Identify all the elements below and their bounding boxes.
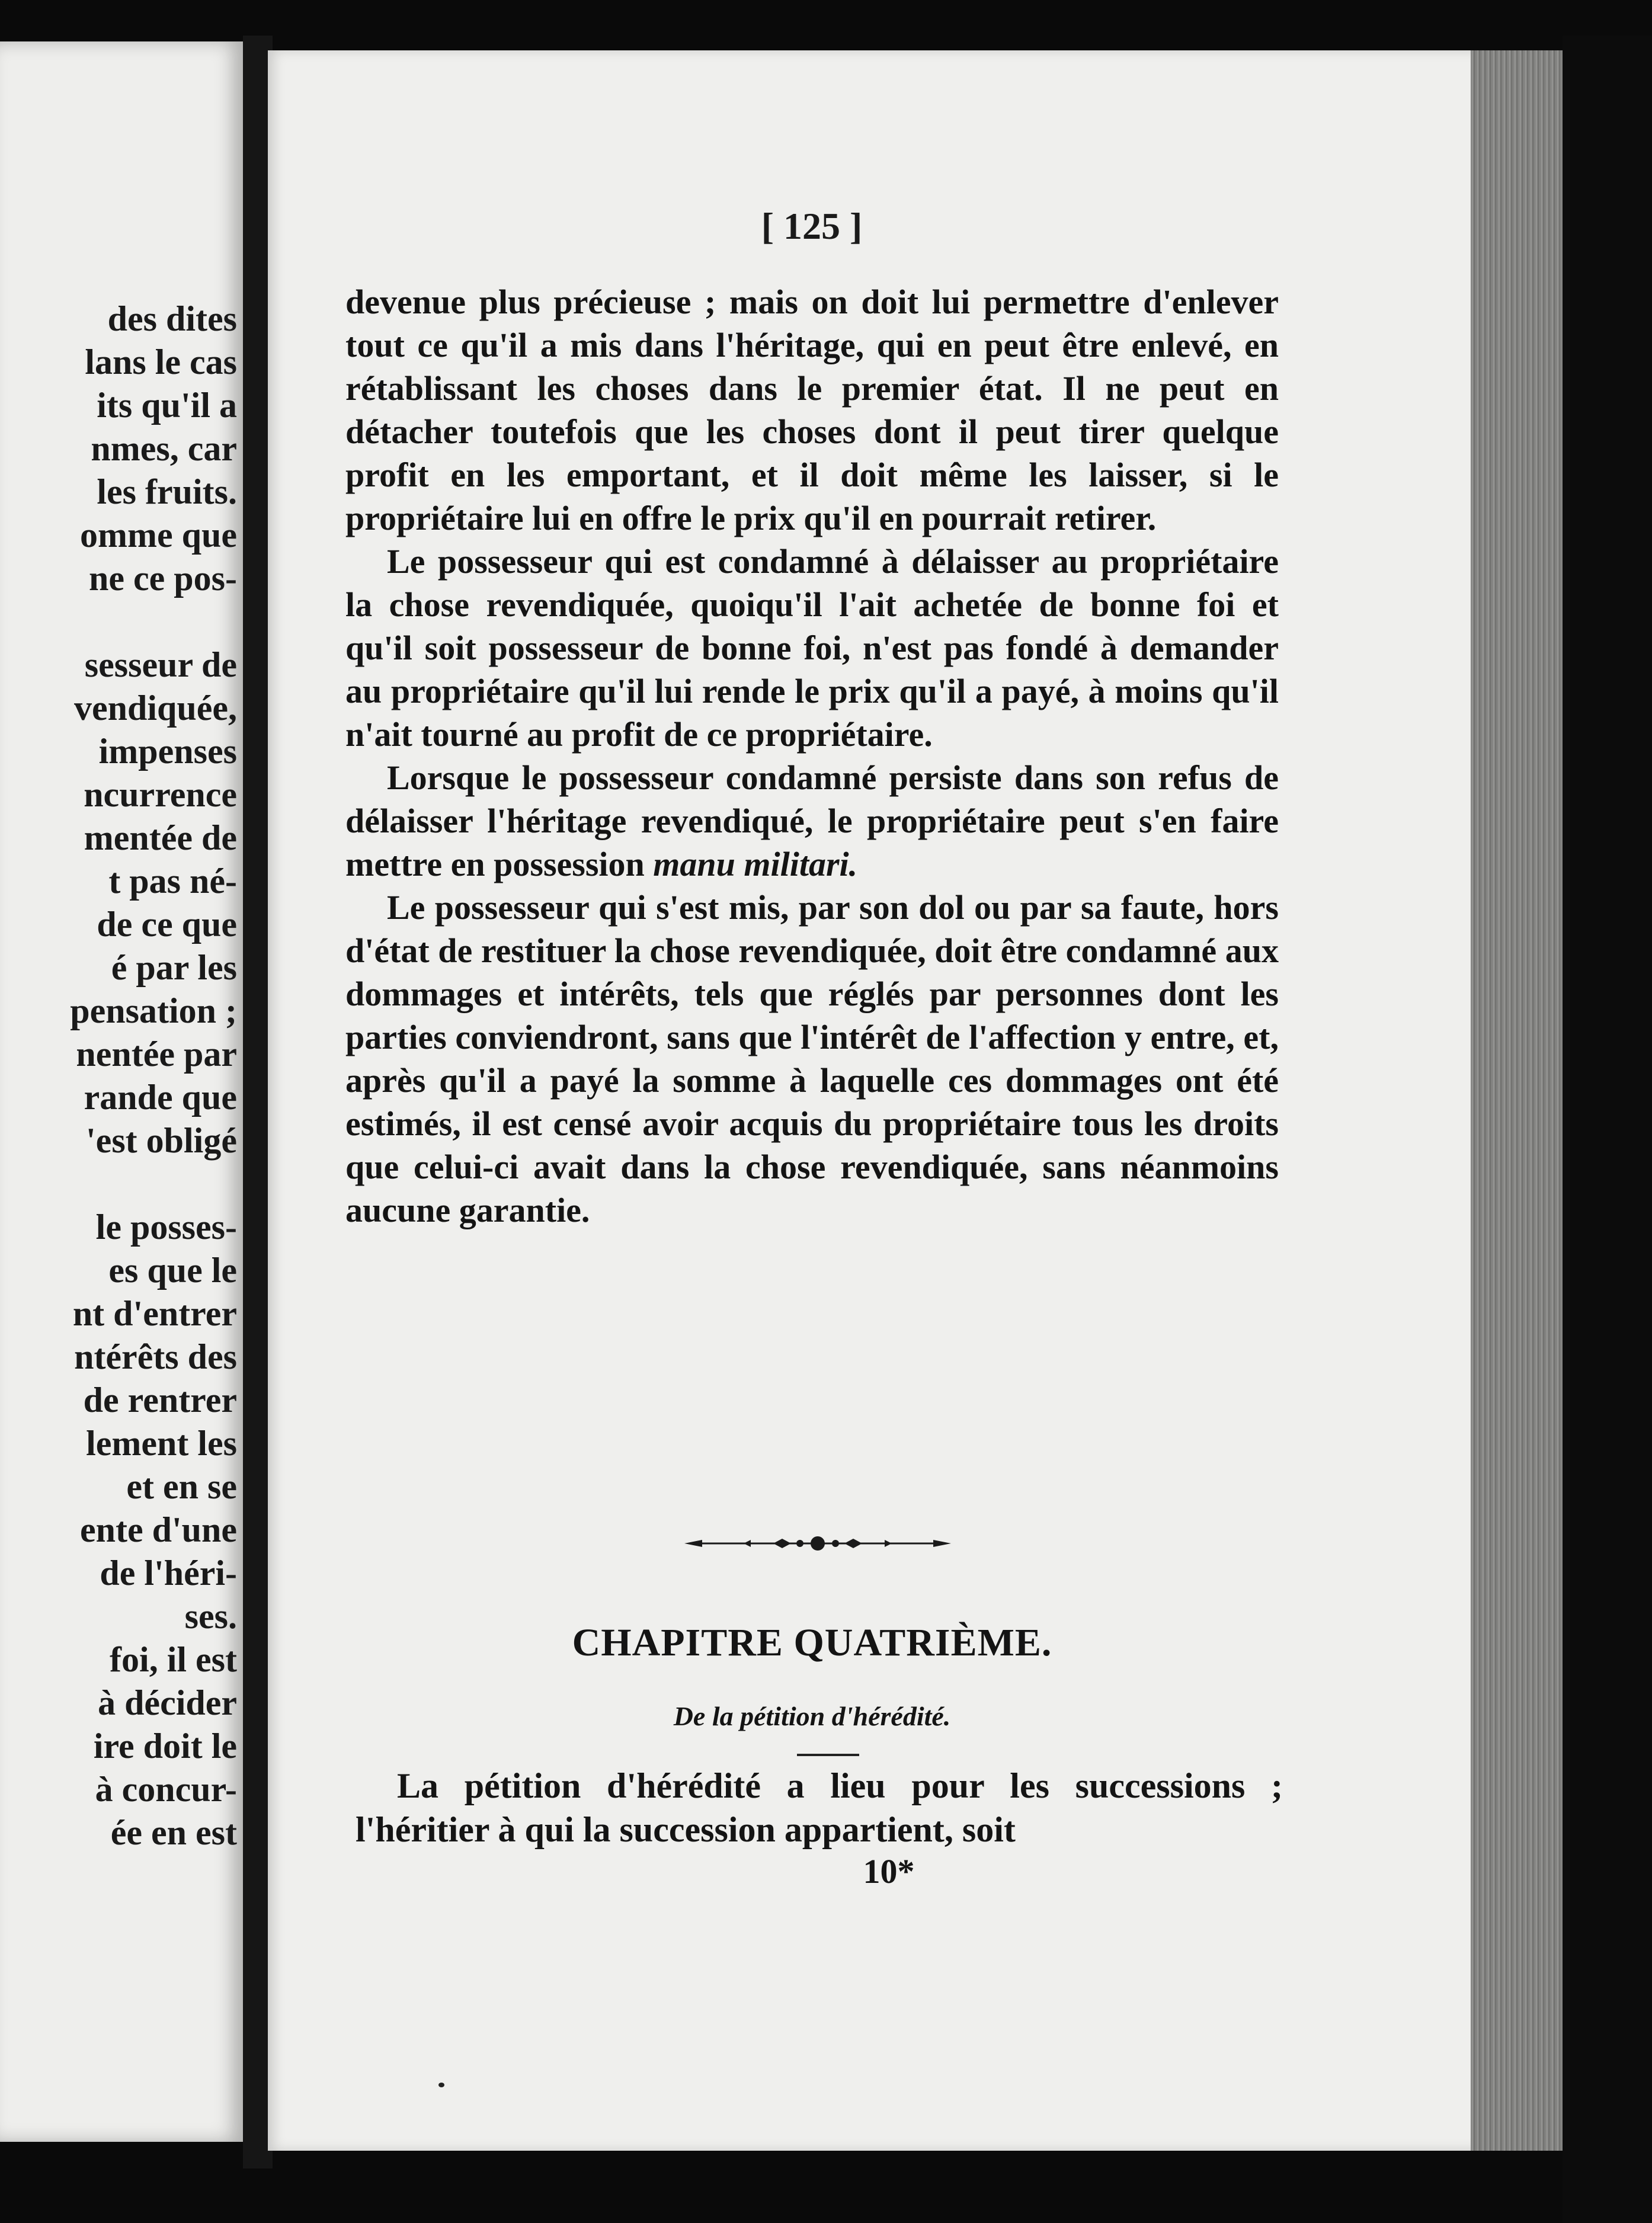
chapter-title: CHAPITRE QUATRIÈME. [572, 1621, 1052, 1664]
left-page-line: mentée de [84, 818, 237, 857]
left-page-text [0, 297, 237, 1854]
left-page-line: ée en est [110, 1813, 237, 1852]
left-page-line: à décider [98, 1683, 237, 1722]
left-page-fragment [0, 41, 243, 2142]
left-page-line: de ce que [97, 905, 237, 944]
left-page-line: omme que [80, 515, 237, 555]
page-edge-stack [1471, 50, 1563, 2151]
left-page-line: t pas né- [108, 861, 237, 901]
chapter-subtitle: De la pétition d'hérédité. [673, 1701, 951, 1731]
left-page-line [0, 600, 237, 643]
left-page-line: pensation ; [70, 991, 237, 1030]
body-text [345, 280, 1279, 1232]
italic-phrase: manu militari. [653, 845, 858, 883]
chapter-paragraph: La pétition d'hérédité a lieu pour les successions ; l'héritier à qui la succession appartient, soit [356, 1766, 1283, 1849]
left-page-line: ire doit le [93, 1726, 237, 1766]
short-rule [797, 1754, 859, 1756]
left-page-line: ses. [184, 1597, 237, 1636]
left-page-line: impenses [98, 732, 237, 771]
left-page-line [0, 1162, 237, 1206]
paragraph-2: Le possesseur qui est condamné à délaisser au propriétaire la chose revendiquée, quoiqu'il l'ait achetée de bonne foi et qu'il soit possesseur de bonne foi, n'est pas fondé à demander au propriétaire qu'il lui rende le prix qu'il a payé, à moins qu'il n'ait tourné au profit de ce propriétaire. [345, 542, 1279, 754]
left-page-line: ntérêts des [74, 1337, 237, 1376]
left-page-line: ncurrence [84, 775, 237, 814]
signature-mark: 10* [863, 1852, 915, 1891]
left-page-line: lement les [86, 1424, 237, 1463]
left-page-line: es que le [108, 1251, 237, 1290]
left-page-line: nmes, car [91, 429, 237, 468]
left-page-line: lans le cas [85, 342, 237, 382]
left-page-line: et en se [126, 1467, 237, 1506]
paragraph-3-text: Lorsque le possesseur condamné persiste dans son refus de délaisser l'héritage revendiqué, le propriétaire peut s'en faire mettre en possession [345, 758, 1279, 883]
page-number: [ 125 ] [761, 205, 863, 247]
left-page-line: le posses- [95, 1207, 237, 1247]
left-page-line: ente d'une [79, 1510, 237, 1549]
left-page-line: rande que [84, 1078, 237, 1117]
left-page-line: des dites [107, 299, 237, 338]
paragraph-4: Le possesseur qui s'est mis, par son dol ou par sa faute, hors d'état de restituer la chose revendiquée, doit être condamné aux dommages et intérêts, tels que réglés par personnes dont les parties conviendront, sans que l'intérêt de l'affection y entre, et, après qu'il a payé la somme à laquelle ces dommages ont été estimés, il est censé avoir acquis du propriétaire tous les droits que celui-ci avait dans la chose revendiquée, sans néanmoins aucune garantie. [345, 888, 1279, 1229]
left-page-line: nt d'entrer [72, 1294, 237, 1333]
left-page-line: de rentrer [83, 1380, 237, 1420]
left-page-line: de l'héri- [100, 1553, 237, 1593]
scan-border [1563, 36, 1652, 2223]
left-page-line: nentée par [76, 1034, 237, 1074]
left-page-line: sesseur de [84, 645, 237, 684]
left-page-line: its qu'il a [97, 386, 237, 425]
left-page-line: 'est obligé [86, 1121, 237, 1160]
chapter-body [356, 1764, 1283, 1852]
ornament-divider [684, 1532, 951, 1555]
left-page-line: é par les [111, 948, 237, 987]
paragraph-1: devenue plus précieuse ; mais on doit lui permettre d'enlever tout ce qu'il a mis dans l'héritage, qui en peut être enlevé, en rétablissant les choses dans le premier état. Il ne peut en détacher toutefois que les choses dont il peut tirer quelque profit en les emportant, et il doit même les laisser, si le propriétaire lui en offre le prix qu'il en pourrait retirer. [345, 283, 1279, 537]
left-page-line: vendiquée, [73, 688, 237, 728]
left-page-line: foi, il est [110, 1640, 237, 1679]
ink-speck [438, 2083, 444, 2087]
left-page-line: les fruits. [97, 472, 237, 511]
left-page-line: ne ce pos- [89, 559, 237, 598]
left-page-line: à concur- [95, 1770, 237, 1809]
paragraph-3 [345, 756, 1279, 886]
